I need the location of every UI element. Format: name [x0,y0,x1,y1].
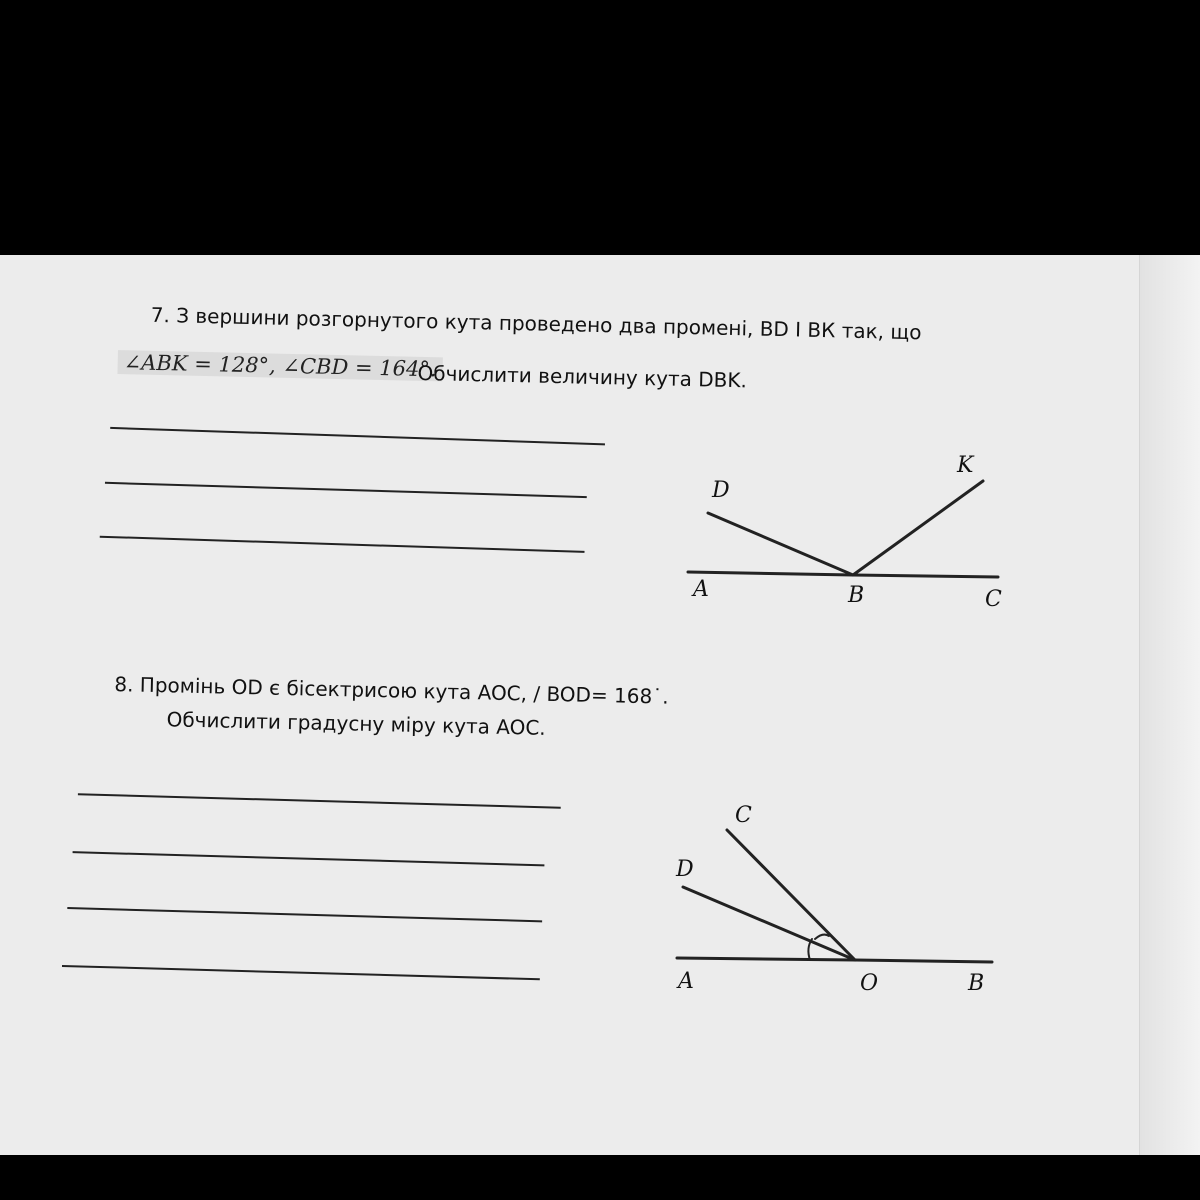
figure-8-angles [677,830,992,962]
ray-ob [855,960,992,962]
fig7-label-b: B [848,583,865,608]
ray-bd [708,513,853,575]
fig7-label-c: C [985,587,1002,612]
problem7-instruction: Обчислити величину кута DBK. [417,360,748,393]
ray-ba [688,572,853,575]
ray-bc [853,575,998,577]
problem7-given-angles: ∠ABK = 128°, ∠CBD = 164°. [117,350,442,381]
bottom-black-border [0,1155,1200,1200]
worksheet-page [0,255,1200,1155]
fig8-label-b: B [968,971,985,996]
fig7-label-a: A [693,577,709,602]
problem8-statement: 8. Промінь OD є бісектрисою кута AOC, / BOD= 168˙. [114,672,669,709]
underlying-page-edge [1139,255,1200,1155]
ray-oa [677,958,855,960]
ray-od [683,887,855,960]
fig8-label-d: D [676,857,694,882]
ray-bk [853,481,983,575]
geometry-figures [0,255,1200,1155]
ray-oc [727,830,855,960]
fig8-label-c: C [735,803,752,828]
problem7-statement: 7. З вершини розгорнутого кута проведено два промені, BD І ВК так, що [150,302,922,345]
fig7-label-k: K [957,453,974,478]
figure-7-angles [688,481,998,577]
angle-arc-doc [815,935,829,939]
fig8-label-o: O [860,971,879,996]
fig7-label-d: D [712,478,730,503]
fig8-label-a: A [678,969,694,994]
problem8-instruction: Обчислити градусну міру кута AOC. [166,707,546,740]
